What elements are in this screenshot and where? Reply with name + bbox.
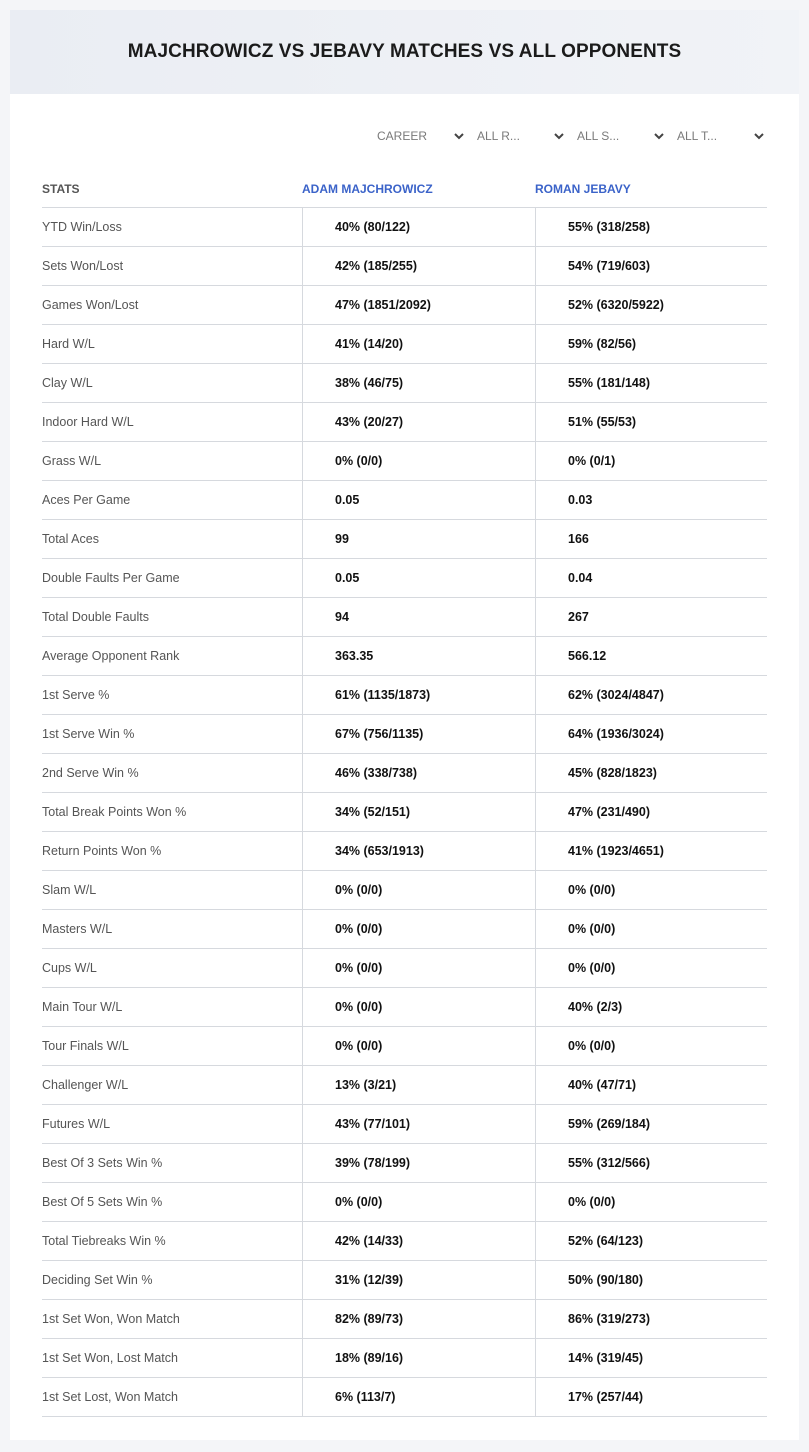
row-label: Slam W/L [42, 883, 97, 897]
row-label: YTD Win/Loss [42, 220, 122, 234]
player1-value: 82% (89/73) [302, 1300, 535, 1338]
table-header [42, 170, 767, 208]
row-label: Total Double Faults [42, 610, 150, 624]
player1-value: 0% (0/0) [302, 988, 535, 1026]
row-label: 1st Serve Win % [42, 727, 135, 741]
row-label: Hard W/L [42, 337, 95, 351]
table-row [42, 676, 767, 715]
row-label: Clay W/L [42, 376, 93, 390]
player2-value: 64% (1936/3024) [535, 715, 767, 753]
player2-value: 41% (1923/4651) [535, 832, 767, 870]
player1-value: 0% (0/0) [302, 1027, 535, 1065]
filter-bar [367, 126, 767, 146]
player2-value: 86% (319/273) [535, 1300, 767, 1338]
player1-value: 0% (0/0) [302, 442, 535, 480]
row-label: Challenger W/L [42, 1078, 129, 1092]
player2-value: 14% (319/45) [535, 1339, 767, 1377]
player2-value: 55% (318/258) [535, 208, 767, 246]
row-label: Average Opponent Rank [42, 649, 180, 663]
row-label: Return Points Won % [42, 844, 162, 858]
player2-value: 52% (6320/5922) [535, 286, 767, 324]
player2-value: 267 [535, 598, 767, 636]
column-header-stats: STATS [42, 181, 80, 196]
table-row [42, 988, 767, 1027]
table-row [42, 286, 767, 325]
table-row [42, 559, 767, 598]
player1-value: 0.05 [302, 559, 535, 597]
player1-value: 99 [302, 520, 535, 558]
player2-value: 0% (0/1) [535, 442, 767, 480]
table-row [42, 1222, 767, 1261]
table-row [42, 793, 767, 832]
row-label: Masters W/L [42, 922, 113, 936]
row-label: Best Of 5 Sets Win % [42, 1195, 163, 1209]
player2-value: 0% (0/0) [535, 871, 767, 909]
filter-value: ALL R... [477, 129, 520, 143]
player1-link[interactable]: ADAM MAJCHROWICZ [302, 181, 433, 196]
table-row [42, 364, 767, 403]
player2-value: 54% (719/603) [535, 247, 767, 285]
stats-card [10, 10, 799, 1440]
row-label: Total Aces [42, 532, 99, 546]
row-label: 1st Serve % [42, 688, 110, 702]
player2-value: 40% (47/71) [535, 1066, 767, 1104]
table-row [42, 1300, 767, 1339]
player2-value: 55% (312/566) [535, 1144, 767, 1182]
player2-value: 566.12 [535, 637, 767, 675]
player1-value: 0% (0/0) [302, 910, 535, 948]
player1-value: 42% (185/255) [302, 247, 535, 285]
player1-value: 40% (80/122) [302, 208, 535, 246]
player2-link[interactable]: ROMAN JEBAVY [535, 181, 631, 196]
row-label: Cups W/L [42, 961, 97, 975]
player1-value: 34% (653/1913) [302, 832, 535, 870]
table-row [42, 520, 767, 559]
table-row [42, 1144, 767, 1183]
player2-value: 55% (181/148) [535, 364, 767, 402]
row-label: 1st Set Won, Lost Match [42, 1351, 178, 1365]
player2-value: 47% (231/490) [535, 793, 767, 831]
table-row [42, 1378, 767, 1417]
player1-value: 43% (77/101) [302, 1105, 535, 1143]
player1-value: 0% (0/0) [302, 871, 535, 909]
player1-value: 34% (52/151) [302, 793, 535, 831]
player1-value: 61% (1135/1873) [302, 676, 535, 714]
player2-value: 45% (828/1823) [535, 754, 767, 792]
player1-value: 6% (113/7) [302, 1378, 535, 1416]
row-label: Best Of 3 Sets Win % [42, 1156, 163, 1170]
table-row [42, 481, 767, 520]
row-label: Indoor Hard W/L [42, 415, 134, 429]
player1-value: 31% (12/39) [302, 1261, 535, 1299]
filter-period-select[interactable] [367, 126, 467, 146]
player2-value: 0% (0/0) [535, 1027, 767, 1065]
card-header [10, 10, 799, 94]
row-label: Double Faults Per Game [42, 571, 180, 585]
player2-value: 50% (90/180) [535, 1261, 767, 1299]
filter-surface-select[interactable] [567, 126, 667, 146]
row-label: 1st Set Lost, Won Match [42, 1390, 178, 1404]
table-row [42, 442, 767, 481]
player2-value: 166 [535, 520, 767, 558]
filter-round-select[interactable] [467, 126, 567, 146]
player1-value: 42% (14/33) [302, 1222, 535, 1260]
row-label: Games Won/Lost [42, 298, 139, 312]
table-row [42, 325, 767, 364]
stats-table [42, 170, 767, 1417]
chevron-down-icon [453, 130, 465, 142]
table-body [42, 208, 767, 1417]
player1-value: 38% (46/75) [302, 364, 535, 402]
player2-value: 51% (55/53) [535, 403, 767, 441]
table-row [42, 754, 767, 793]
row-label: Total Break Points Won % [42, 805, 187, 819]
row-label: Deciding Set Win % [42, 1273, 153, 1287]
table-row [42, 403, 767, 442]
page-title: MAJCHROWICZ VS JEBAVY MATCHES VS ALL OPPONENTS [127, 41, 682, 62]
player1-value: 0% (0/0) [302, 949, 535, 987]
table-row [42, 1027, 767, 1066]
table-row [42, 871, 767, 910]
player2-value: 52% (64/123) [535, 1222, 767, 1260]
row-label: Main Tour W/L [42, 1000, 123, 1014]
player1-value: 0.05 [302, 481, 535, 519]
player2-value: 0% (0/0) [535, 949, 767, 987]
row-label: 1st Set Won, Won Match [42, 1312, 180, 1326]
chevron-down-icon [753, 130, 765, 142]
filter-value: CAREER [377, 129, 428, 143]
player1-value: 67% (756/1135) [302, 715, 535, 753]
table-row [42, 949, 767, 988]
table-row [42, 637, 767, 676]
filter-value: ALL T... [677, 129, 718, 143]
table-row [42, 910, 767, 949]
player1-value: 39% (78/199) [302, 1144, 535, 1182]
table-row [42, 1261, 767, 1300]
player2-value: 0.03 [535, 481, 767, 519]
table-row [42, 1105, 767, 1144]
player2-value: 59% (269/184) [535, 1105, 767, 1143]
row-label: Futures W/L [42, 1117, 111, 1131]
chevron-down-icon [553, 130, 565, 142]
player1-value: 363.35 [302, 637, 535, 675]
player2-value: 59% (82/56) [535, 325, 767, 363]
table-row [42, 1183, 767, 1222]
row-label: Sets Won/Lost [42, 259, 124, 273]
row-label: Total Tiebreaks Win % [42, 1234, 166, 1248]
table-row [42, 832, 767, 871]
player1-value: 41% (14/20) [302, 325, 535, 363]
row-label: Tour Finals W/L [42, 1039, 129, 1053]
player1-value: 13% (3/21) [302, 1066, 535, 1104]
table-row [42, 208, 767, 247]
player1-value: 0% (0/0) [302, 1183, 535, 1221]
row-label: Aces Per Game [42, 493, 131, 507]
player1-value: 47% (1851/2092) [302, 286, 535, 324]
chevron-down-icon [653, 130, 665, 142]
row-label: 2nd Serve Win % [42, 766, 139, 780]
filter-tournament-select[interactable] [667, 126, 767, 146]
player1-value: 43% (20/27) [302, 403, 535, 441]
player2-value: 0% (0/0) [535, 1183, 767, 1221]
player1-value: 18% (89/16) [302, 1339, 535, 1377]
player2-value: 0% (0/0) [535, 910, 767, 948]
row-label: Grass W/L [42, 454, 102, 468]
table-row [42, 1339, 767, 1378]
filter-value: ALL S... [577, 129, 620, 143]
player2-value: 17% (257/44) [535, 1378, 767, 1416]
player2-value: 40% (2/3) [535, 988, 767, 1026]
table-row [42, 598, 767, 637]
player1-value: 94 [302, 598, 535, 636]
table-row [42, 247, 767, 286]
player1-value: 46% (338/738) [302, 754, 535, 792]
table-row [42, 1066, 767, 1105]
table-row [42, 715, 767, 754]
player2-value: 0.04 [535, 559, 767, 597]
player2-value: 62% (3024/4847) [535, 676, 767, 714]
